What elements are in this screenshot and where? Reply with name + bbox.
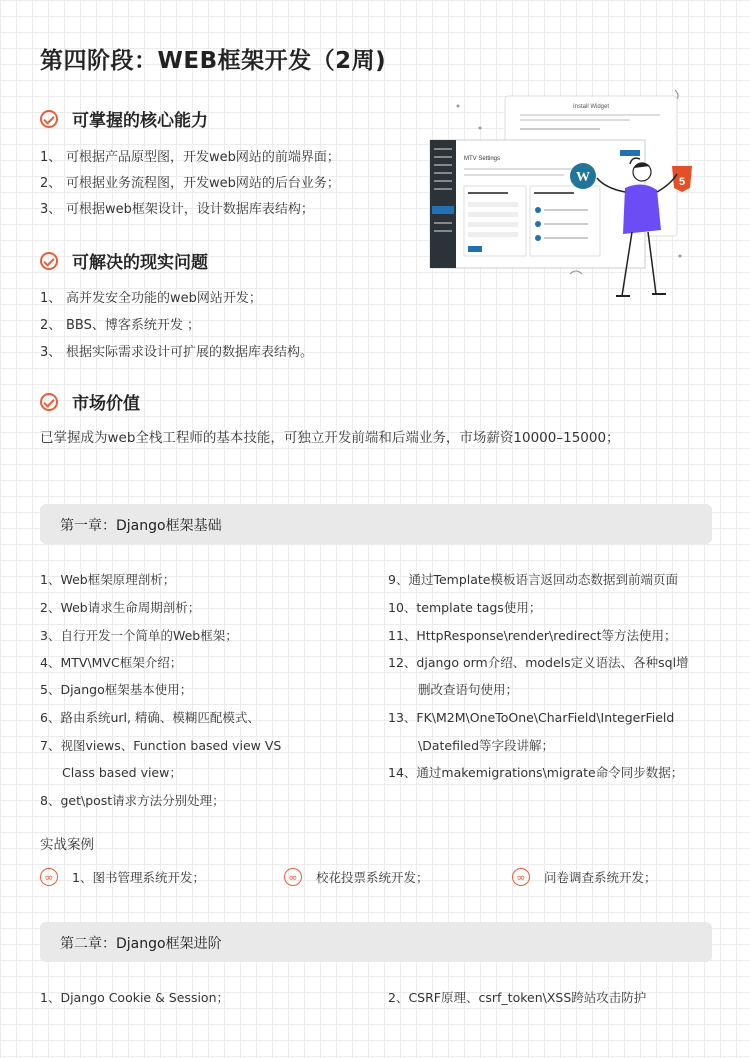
chapter-title: 第一章：Django框架基础 bbox=[60, 518, 222, 534]
list-item: 10、template tags使用； bbox=[388, 600, 542, 615]
chapter-1-header bbox=[40, 504, 712, 544]
section-market-value bbox=[40, 389, 140, 414]
list-item: 11、HttpResponse\render\redirect等方法使用； bbox=[388, 628, 677, 643]
wordpress-logo-icon bbox=[570, 163, 596, 189]
section-real-problems bbox=[40, 248, 208, 273]
list-item: 4、MTV\MVC框架介绍； bbox=[40, 655, 183, 670]
list-item: 1、Django Cookie & Session； bbox=[40, 990, 230, 1005]
list-item: 12、django orm介绍、models定义语法、各种sql增 bbox=[388, 655, 689, 670]
list-item: 3、 根据实际需求设计可扩展的数据库表结构。 bbox=[40, 345, 314, 360]
check-circle-icon bbox=[40, 252, 58, 270]
list-item: 7、视图views、Function based view VS bbox=[40, 738, 282, 753]
list-item: 1、 可根据产品原型图，开发web网站的前端界面； bbox=[40, 150, 340, 165]
list-item: Class based view； bbox=[62, 765, 182, 780]
case-item: ∞ 校花投票系统开发； bbox=[284, 868, 429, 886]
list-item: 2、 可根据业务流程图，开发web网站的后台业务； bbox=[40, 176, 340, 191]
list-item: 2、CSRF原理、csrf_token\XSS跨站攻击防护 bbox=[388, 990, 647, 1005]
link-icon: ∞ bbox=[40, 868, 58, 886]
list-item: 2、Web请求生命周期剖析； bbox=[40, 600, 201, 615]
case-item: ∞ 1、图书管理系统开发； bbox=[40, 868, 205, 886]
list-item: 9、通过Template模板语言返回动态数据到前端页面 bbox=[388, 572, 678, 587]
list-item: 13、FK\M2M\OneToOne\CharField\IntegerField bbox=[388, 710, 675, 725]
list-item: 3、自行开发一个简单的Web框架； bbox=[40, 628, 238, 643]
section-title: 可掌握的核心能力 bbox=[72, 111, 208, 131]
list-item: 8、get\post请求方法分别处理； bbox=[40, 793, 225, 808]
svg-text:5: 5 bbox=[678, 176, 686, 188]
link-icon: ∞ bbox=[512, 868, 530, 886]
link-icon: ∞ bbox=[284, 868, 302, 886]
settings-title: MTV Settings bbox=[464, 156, 501, 162]
chapter-title: 第二章：Django框架进阶 bbox=[60, 936, 222, 952]
chapter-2-header bbox=[40, 922, 712, 962]
section-core-abilities bbox=[40, 106, 208, 131]
svg-text:W: W bbox=[576, 170, 590, 185]
html5-badge-icon bbox=[672, 166, 692, 192]
check-circle-icon bbox=[40, 110, 58, 128]
list-item: \Datefiled等字段讲解； bbox=[418, 738, 555, 753]
list-item: 5、Django框架基本使用； bbox=[40, 682, 193, 697]
cases-title: 实战案例 bbox=[40, 837, 94, 853]
list-item: 删改查语句使用； bbox=[418, 682, 519, 697]
list-item: 1、Web框架原理剖析； bbox=[40, 572, 176, 587]
list-item: 1、 高并发安全功能的web网站开发； bbox=[40, 291, 262, 306]
list-item: 14、通过makemigrations\migrate命令同步数据； bbox=[388, 765, 684, 780]
market-value-text: 已掌握成为web全栈工程师的基本技能，可独立开发前端和后端业务，市场薪资10000–15000； bbox=[40, 430, 620, 446]
popup-title: Install Widget bbox=[572, 104, 610, 110]
page-title: 第四阶段：WEB框架开发（2周) bbox=[40, 48, 387, 74]
list-item: 2、 BBS、博客系统开发 ； bbox=[40, 318, 200, 333]
illustration bbox=[420, 88, 720, 318]
section-title: 可解决的现实问题 bbox=[72, 253, 208, 273]
section-title: 市场价值 bbox=[72, 394, 140, 414]
case-item: ∞ 问卷调查系统开发； bbox=[512, 868, 657, 886]
list-item: 3、 可根据web框架设计，设计数据库表结构； bbox=[40, 202, 314, 217]
list-item: 6、路由系统url, 精确、模糊匹配模式、 bbox=[40, 710, 260, 725]
check-circle-icon bbox=[40, 393, 58, 411]
